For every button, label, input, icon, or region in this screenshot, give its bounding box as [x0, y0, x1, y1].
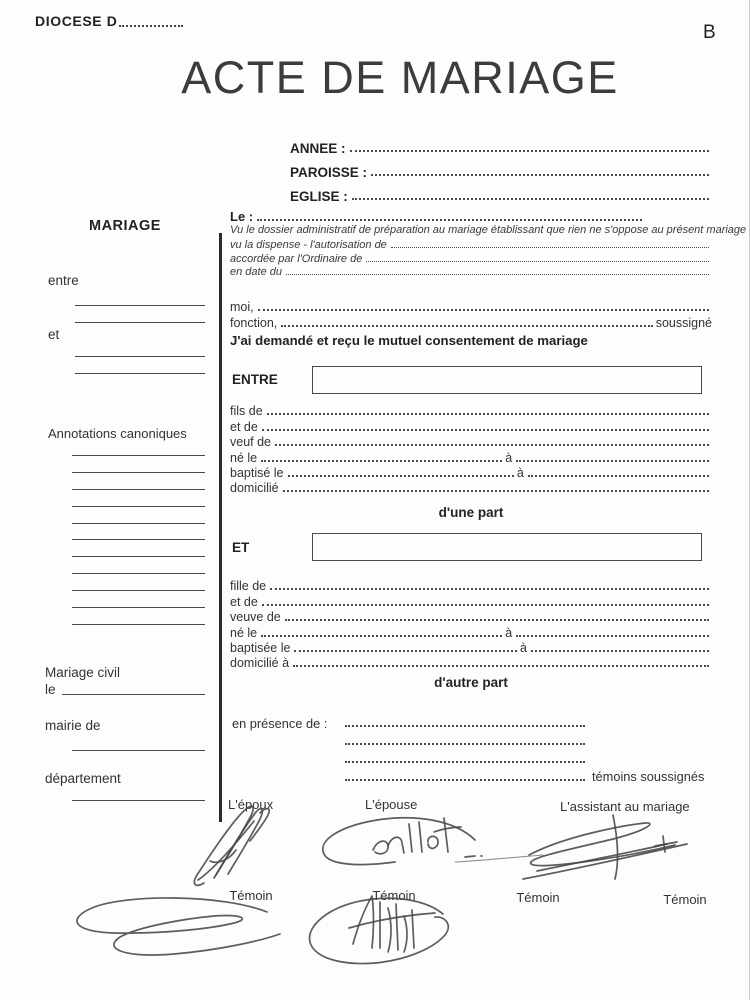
bride-mother-row	[230, 593, 712, 608]
mairie-label: mairie de	[45, 718, 101, 733]
eglise-row	[290, 180, 712, 204]
epouse-label: L'épouse	[365, 797, 418, 812]
witness-fill-line-2[interactable]	[345, 743, 585, 745]
ordinaire-row	[230, 251, 712, 265]
dispense-label: vu la dispense - l'autorisation de	[230, 239, 387, 252]
annee-row	[290, 132, 712, 156]
departement-label: département	[45, 771, 121, 786]
epouse-signature	[315, 810, 545, 880]
groom-domicile-row	[230, 480, 712, 495]
presence-lines	[345, 712, 712, 784]
annotation-line[interactable]	[72, 523, 205, 524]
fonction-fill-line[interactable]	[281, 325, 652, 327]
mariage-civil-date-line[interactable]	[62, 694, 205, 695]
domicilie-a-label: domicilié à	[230, 656, 290, 671]
veuf-de-label: veuf de	[230, 435, 272, 450]
bride-father-row	[230, 578, 712, 593]
moi-row	[230, 299, 712, 314]
temoin-label-2: Témoin	[372, 888, 416, 903]
eglise-fill-line[interactable]	[352, 198, 709, 200]
ordinaire-label: accordée par l'Ordinaire de	[230, 252, 363, 265]
groom-baptism-row	[230, 465, 712, 480]
entre-line-1[interactable]	[75, 305, 205, 306]
baptise-le-fill-line[interactable]	[288, 475, 514, 477]
epoux-label: L'époux	[228, 797, 274, 812]
ne-le-label: né le	[230, 450, 258, 465]
witness-row-1	[345, 712, 712, 730]
temoin-label-1: Témoin	[229, 888, 273, 903]
ne-le-fill-line[interactable]	[261, 635, 502, 637]
et-de-fill-line[interactable]	[262, 604, 709, 606]
annotation-line[interactable]	[72, 489, 205, 490]
bride-name-box[interactable]	[312, 533, 702, 561]
witness-fill-line-3[interactable]	[345, 761, 585, 763]
a-label: à	[505, 625, 513, 640]
en-date-du-label: en date du	[230, 266, 282, 279]
le-date-label: Le :	[230, 209, 254, 224]
vertical-divider	[219, 233, 222, 822]
departement-line[interactable]	[72, 800, 205, 801]
dispense-row	[230, 238, 712, 252]
baptisee-a-fill-line[interactable]	[531, 650, 709, 652]
le-label: le	[45, 682, 56, 697]
le-date-fill-line[interactable]	[257, 219, 642, 221]
sidebar-heading: MARIAGE	[89, 218, 161, 234]
bride-part-footer: d'autre part	[434, 675, 508, 690]
diocese-field	[35, 13, 183, 29]
groom-birth-row	[230, 449, 712, 464]
ordinaire-fill-line[interactable]	[366, 261, 709, 262]
annotation-line[interactable]	[72, 556, 205, 557]
domicilie-a-fill-line[interactable]	[293, 665, 709, 667]
en-date-du-fill-line[interactable]	[286, 274, 709, 275]
soussigne-label: soussigné	[655, 315, 712, 330]
preamble-line-1: Vu le dossier administratif de préparation au mariage établissant que rien ne s'oppose au présent mariage	[230, 224, 747, 236]
celebrant-block	[230, 299, 712, 348]
domicilie-label: domicilié	[230, 481, 279, 496]
temoin-signature-2	[295, 882, 467, 982]
entre-line-2[interactable]	[75, 322, 205, 323]
et-line-2[interactable]	[75, 373, 205, 374]
diocese-fill-line[interactable]	[119, 25, 183, 27]
baptise-le-label: baptisé le	[230, 465, 284, 480]
fonction-row	[230, 314, 712, 329]
page-letter: B	[703, 22, 716, 43]
et-de-label: et de	[230, 419, 258, 434]
ne-a-fill-line[interactable]	[516, 635, 709, 637]
veuf-de-fill-line[interactable]	[275, 444, 709, 446]
fille-de-label: fille de	[230, 579, 267, 594]
moi-fill-line[interactable]	[258, 309, 709, 311]
witness-fill-line-1[interactable]	[345, 725, 585, 727]
fonction-label: fonction,	[230, 315, 278, 330]
paroisse-label: PAROISSE :	[290, 165, 368, 180]
temoin-label-3: Témoin	[516, 890, 560, 905]
page-title: ACTE DE MARIAGE	[181, 52, 619, 103]
domicilie-fill-line[interactable]	[283, 490, 709, 492]
fils-de-fill-line[interactable]	[267, 413, 709, 415]
groom-father-row	[230, 403, 712, 418]
assistant-signature	[515, 803, 690, 888]
bride-birth-row	[230, 624, 712, 639]
le-row	[230, 208, 712, 224]
groom-name-box[interactable]	[312, 366, 702, 394]
entre-label: entre	[48, 273, 79, 288]
a-label: à	[505, 450, 513, 465]
epoux-signature	[190, 803, 290, 888]
witness-row-4	[345, 766, 712, 784]
a-label: à	[516, 465, 524, 480]
witness-row-2	[345, 730, 712, 748]
paroisse-fill-line[interactable]	[371, 174, 709, 176]
veuve-de-label: veuve de	[230, 610, 281, 625]
a-label: à	[520, 640, 527, 655]
et-de-label: et de	[230, 594, 258, 609]
et-de-fill-line[interactable]	[262, 429, 709, 431]
annee-fill-line[interactable]	[350, 150, 709, 152]
ne-le-label: né le	[230, 625, 258, 640]
fils-de-label: fils de	[230, 404, 263, 419]
et-line-1[interactable]	[75, 356, 205, 357]
temoin-signature-1	[62, 892, 292, 972]
assistant-label: L'assistant au mariage	[560, 799, 690, 814]
groom-heading: ENTRE	[232, 372, 278, 387]
witness-fill-line-4[interactable]	[345, 779, 585, 781]
annotation-line[interactable]	[72, 506, 205, 507]
baptise-a-fill-line[interactable]	[528, 475, 709, 477]
paroisse-row	[290, 156, 712, 180]
moi-label: moi,	[230, 300, 254, 315]
mariage-civil-le-row	[45, 682, 205, 697]
annotations-label: Annotations canoniques	[48, 426, 187, 441]
annotations-lines	[72, 455, 205, 641]
mairie-line[interactable]	[72, 750, 205, 751]
temoin-label-4: Témoin	[663, 892, 707, 907]
groom-details	[230, 403, 712, 495]
baptisee-le-label: baptisée le	[230, 640, 291, 655]
bride-heading: ET	[232, 540, 250, 555]
annotation-line[interactable]	[72, 539, 205, 540]
registry-block	[290, 132, 712, 204]
ne-a-fill-line[interactable]	[516, 460, 709, 462]
annotation-line[interactable]	[72, 607, 205, 608]
date-row	[230, 265, 712, 279]
veuve-de-fill-line[interactable]	[285, 619, 709, 621]
et-label: et	[48, 327, 60, 342]
annotation-line[interactable]	[72, 472, 205, 473]
eglise-label: EGLISE :	[290, 189, 348, 204]
temoins-soussignes-label: témoins soussignés	[592, 769, 705, 784]
fille-de-fill-line[interactable]	[270, 588, 709, 590]
presence-label: en présence de :	[232, 716, 328, 731]
groom-mother-row	[230, 418, 712, 433]
annee-label: ANNEE :	[290, 141, 346, 156]
consent-statement: J'ai demandé et reçu le mutuel consentement de mariage	[230, 332, 588, 348]
preamble-block	[230, 208, 747, 279]
groom-part-footer: d'une part	[438, 505, 504, 520]
mariage-civil-label: Mariage civil	[45, 665, 121, 680]
annotation-line[interactable]	[72, 624, 205, 625]
bride-domicile-row	[230, 655, 712, 670]
bride-baptism-row	[230, 640, 712, 655]
groom-widower-row	[230, 434, 712, 449]
bride-widow-row	[230, 609, 712, 624]
baptisee-le-fill-line[interactable]	[294, 650, 517, 652]
witness-row-3	[345, 748, 712, 766]
annotation-line[interactable]	[72, 590, 205, 591]
ne-le-fill-line[interactable]	[261, 460, 502, 462]
diocese-label: DIOCESE D	[35, 13, 118, 29]
annotation-line[interactable]	[72, 455, 205, 456]
dispense-fill-line[interactable]	[391, 247, 709, 248]
bride-details	[230, 578, 712, 670]
annotation-line[interactable]	[72, 573, 205, 574]
